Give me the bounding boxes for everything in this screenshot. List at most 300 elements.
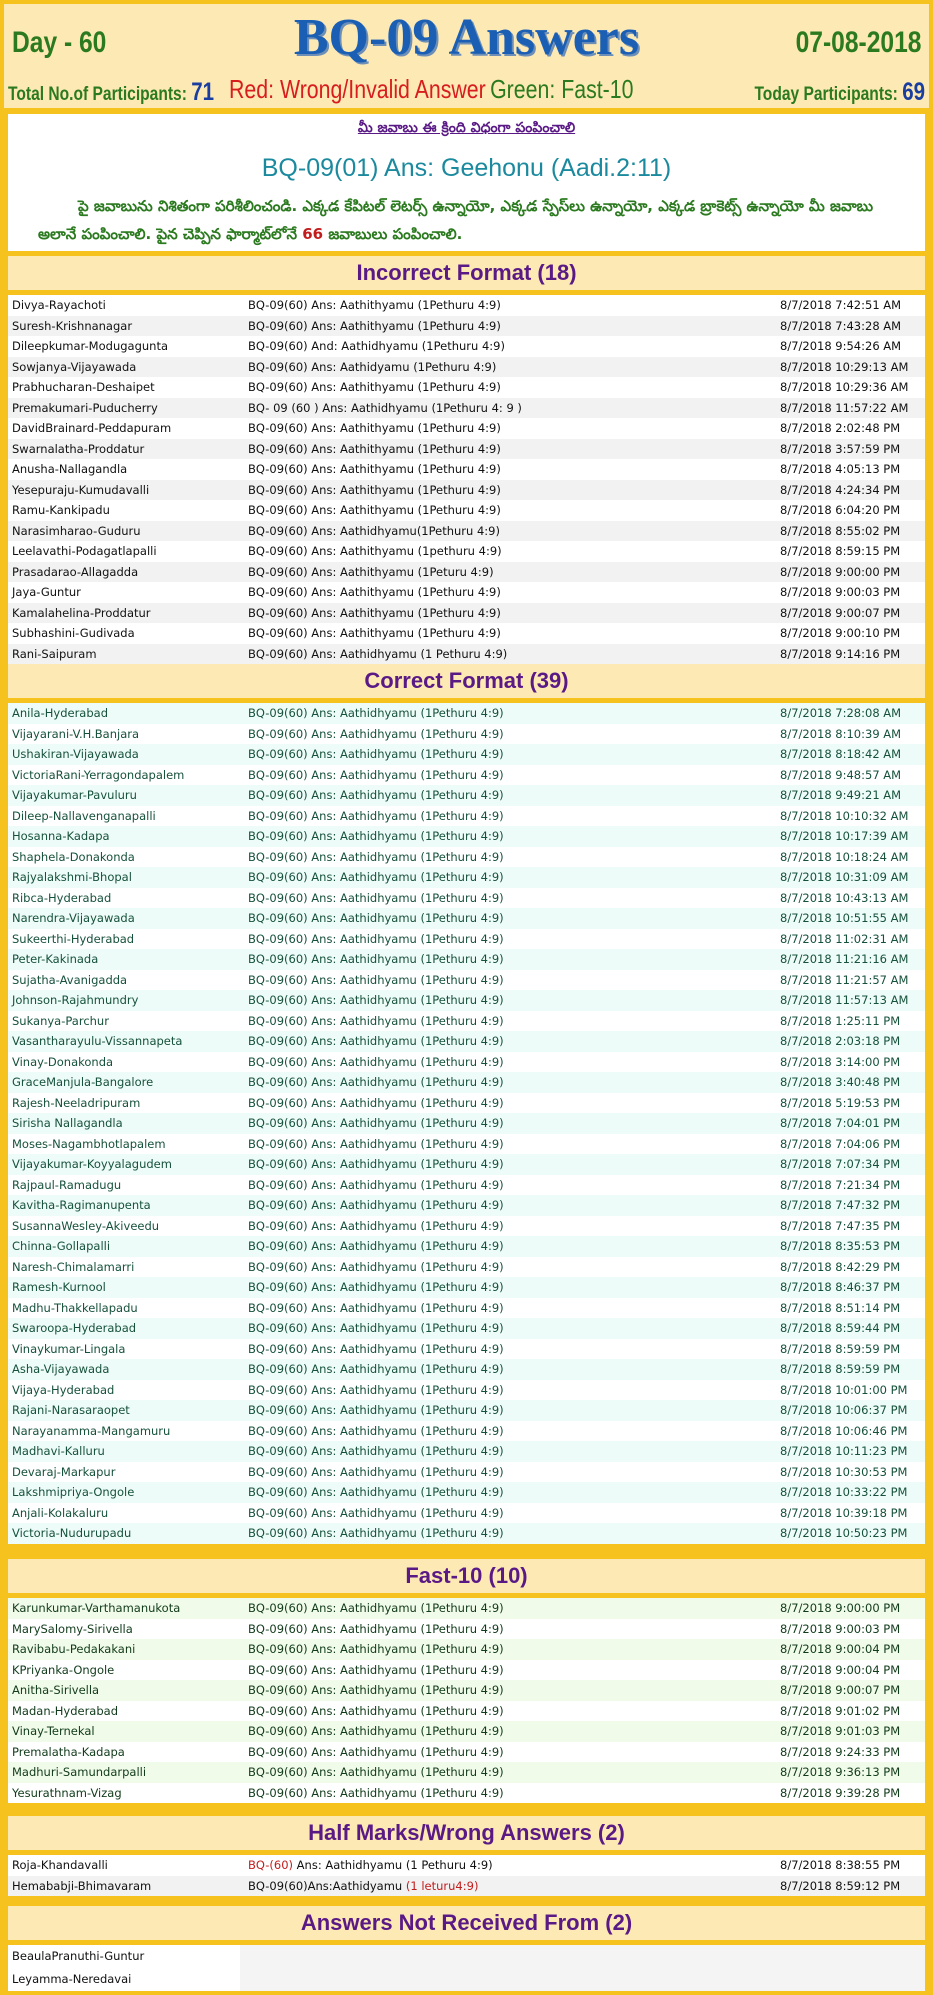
answer-text: BQ-09(60) Ans: Aathidhyamu (1Pethuru 4:9) <box>248 1683 504 1697</box>
participant-name: Shaphela-Donakonda <box>12 849 135 864</box>
answer-text: BQ-09(60) Ans: Aathidhyamu (1Pethuru 4:9) <box>248 767 504 782</box>
timestamp: 8/7/2018 7:04:06 PM <box>780 1136 901 1151</box>
answer-text: BQ-09(60) Ans: Aathidhyamu (1Pethuru 4:9) <box>248 1526 504 1540</box>
note-count: 66 <box>302 225 324 243</box>
table-row <box>8 908 925 929</box>
answer-text: BQ-09(60) Ans: Aathidhyamu (1Pethuru 4:9) <box>248 890 504 905</box>
timestamp: 8/7/2018 10:30:53 PM <box>780 1464 908 1479</box>
table-row <box>8 1236 925 1257</box>
timestamp: 8/7/2018 10:01:00 PM <box>780 1382 908 1397</box>
table-row <box>8 990 925 1011</box>
participant-name: VictoriaRani-Yerragondapalem <box>12 767 185 782</box>
participant-name: Narayanamma-Mangamuru <box>12 1423 171 1438</box>
participant-name: BeaulaPranuthi-Guntur <box>12 1949 145 1963</box>
answer-text: BQ-09(60) And: Aathidhyamu (1Pethuru 4:9) <box>248 339 505 353</box>
answer-text: BQ-09(60) Ans: Aathithyamu (1Pethuru 4:9) <box>248 605 501 620</box>
participant-name: Lakshmipriya-Ongole <box>12 1485 135 1499</box>
timestamp: 8/7/2018 9:36:13 PM <box>780 1765 901 1779</box>
participant-name: Ramu-Kankipadu <box>12 503 110 517</box>
timestamp: 8/7/2018 10:39:18 PM <box>780 1505 908 1520</box>
answer-text: BQ-09(60) Ans: Aathithyamu (1Pethuru 4:9) <box>248 482 501 497</box>
answer-text: BQ-09(60) Ans: Aathidhyamu (1Pethuru 4:9) <box>248 1464 504 1479</box>
table-row <box>8 418 925 439</box>
table-row <box>8 295 925 316</box>
answer-text: BQ-09(60) Ans: Aathidhyamu (1Pethuru 4:9) <box>248 1095 504 1110</box>
answer-text <box>248 1855 493 1876</box>
timestamp: 8/7/2018 10:33:22 PM <box>780 1485 908 1499</box>
timestamp: 8/7/2018 7:47:32 PM <box>780 1198 901 1212</box>
table-row <box>8 1031 925 1052</box>
table-row <box>8 724 925 745</box>
participant-name: Ushakiran-Vijayawada <box>12 747 139 761</box>
participant-name: Sowjanya-Vijayawada <box>12 359 137 374</box>
timestamp: 8/7/2018 11:21:16 AM <box>780 952 909 966</box>
answer-text: BQ-09(60) Ans: Aathidhyamu (1Pethuru 4:9) <box>248 808 504 823</box>
table-row <box>8 1783 925 1804</box>
participant-name: Swaroopa-Hyderabad <box>12 1321 137 1335</box>
answer-text: BQ-09(60) Ans: Aathidhyamu (1Pethuru 4:9) <box>248 1601 504 1615</box>
participant-name: Narasimharao-Guduru <box>12 523 141 538</box>
table-row <box>8 1277 925 1298</box>
table-row <box>8 500 925 521</box>
answer-text: BQ-09(60) Ans: Aathidhyamu (1Pethuru 4:9) <box>248 1403 504 1417</box>
participant-name: Kamalahelina-Proddatur <box>12 605 151 620</box>
section-heading-not-received: Answers Not Received From (2) <box>8 1906 925 1940</box>
table-row <box>8 867 925 888</box>
table-row <box>8 1680 925 1701</box>
participant-name: Victoria-Nudurupadu <box>12 1526 132 1540</box>
table-row <box>8 336 925 357</box>
answer-text: BQ-09(60) Ans: Aathidhyamu (1Pethuru 4:9) <box>248 1300 504 1315</box>
not-received-table <box>8 1945 925 1991</box>
timestamp: 8/7/2018 11:21:57 AM <box>780 972 909 987</box>
participant-name: Rajyalakshmi-Bhopal <box>12 870 132 884</box>
timestamp: 8/7/2018 9:00:10 PM <box>780 626 901 640</box>
answer-text: BQ-09(60) Ans: Aathidhyamu (1Pethuru 4:9) <box>248 870 504 884</box>
table-row <box>8 1298 925 1319</box>
table-row <box>8 1441 925 1462</box>
participant-name: Premakumari-Puducherry <box>12 400 158 415</box>
participant-name: Karunkumar-Varthamanukota <box>12 1601 181 1615</box>
participant-name: Sukeerthi-Hyderabad <box>12 931 135 946</box>
timestamp: 8/7/2018 3:14:00 PM <box>780 1054 901 1069</box>
table-row <box>8 1660 925 1681</box>
participant-name: Moses-Nagambhotlapalem <box>12 1136 166 1151</box>
today-value: 69 <box>902 78 925 106</box>
timestamp: 8/7/2018 10:29:13 AM <box>780 359 909 374</box>
table-row <box>8 1945 925 1968</box>
answer-text: BQ-09(60) Ans: Aathidhyamu (1Pethuru 4:9) <box>248 1013 504 1028</box>
timestamp: 8/7/2018 10:06:37 PM <box>780 1403 908 1417</box>
timestamp: 8/7/2018 11:57:13 AM <box>780 993 909 1007</box>
participant-name: Chinna-Gollapalli <box>12 1239 111 1253</box>
answer-text: BQ-09(60) Ans: Aathithyamu (1Pethuru 4:9) <box>248 380 501 394</box>
participant-name: Vijayarani-V.H.Banjara <box>12 726 140 741</box>
answer-text: BQ- 09 (60 ) Ans: Aathidhyamu (1Pethuru 4: 9 ) <box>248 400 522 415</box>
timestamp: 8/7/2018 10:50:23 PM <box>780 1526 908 1540</box>
table-row <box>8 1876 925 1897</box>
table-row <box>8 703 925 724</box>
table-row <box>8 582 925 603</box>
timestamp: 8/7/2018 9:00:04 PM <box>780 1642 901 1656</box>
participant-name: Hosanna-Kadapa <box>12 829 110 843</box>
participant-name: Rani-Saipuram <box>12 646 97 661</box>
table-row <box>8 785 925 806</box>
section-heading-correct: Correct Format (39) <box>8 664 925 698</box>
participant-name: Ribca-Hyderabad <box>12 890 112 905</box>
answer-text: BQ-09(60) Ans: Aathidhyamu (1Pethuru 4:9) <box>248 1785 504 1800</box>
table-row <box>8 1318 925 1339</box>
participant-name: Dileep-Nallavenganapalli <box>12 808 156 823</box>
page-frame <box>4 4 929 1991</box>
table-row <box>8 949 925 970</box>
timestamp: 8/7/2018 8:18:42 AM <box>780 747 902 761</box>
header-stats <box>4 72 929 106</box>
table-row <box>8 541 925 562</box>
participant-name: Vinay-Donakonda <box>12 1054 114 1069</box>
participant-name: Leelavathi-Podagatlapalli <box>12 544 157 558</box>
participant-name: Anitha-Sirivella <box>12 1683 100 1697</box>
timestamp: 8/7/2018 7:42:51 AM <box>780 298 902 312</box>
answer-text: BQ-09(60) Ans: Aathithyamu (1Pethuru 4:9) <box>248 585 501 599</box>
table-row <box>8 377 925 398</box>
table-row <box>8 480 925 501</box>
timestamp: 8/7/2018 9:00:03 PM <box>780 585 901 599</box>
timestamp: 8/7/2018 10:17:39 AM <box>780 829 909 843</box>
timestamp: 8/7/2018 1:25:11 PM <box>780 1013 901 1028</box>
answer-text: BQ-09(60) Ans: Aathithyamu (1Peturu 4:9) <box>248 564 494 579</box>
table-row <box>8 1400 925 1421</box>
answer-text: BQ-09(60) Ans: Aathidhyamu (1Pethuru 4:9) <box>248 726 504 741</box>
page-title: BQ-09 Answers <box>293 9 640 66</box>
participant-name: Prasadarao-Allagadda <box>12 564 139 579</box>
participant-name: Hemababji-Bhimavaram <box>12 1878 152 1893</box>
answer-text: BQ-09(60) Ans: Aathidhyamu (1Pethuru 4:9) <box>248 849 504 864</box>
timestamp: 8/7/2018 8:46:37 PM <box>780 1280 901 1294</box>
answer-text: BQ-09(60) Ans: Aathithyamu (1Pethuru 4:9) <box>248 318 501 333</box>
timestamp: 8/7/2018 7:28:08 AM <box>780 706 902 720</box>
today-label: Today Participants: <box>754 84 898 105</box>
table-row <box>8 1701 925 1722</box>
table-row <box>8 970 925 991</box>
note-paragraph-end: జవాబులు పంపించాలి. <box>328 225 463 243</box>
note-paragraph-start: పై జవాబును నిశితంగా పరిశీలించండి. ఎక్కడ కేపిటల్ లెటర్స్ ఉన్నాయో, ఎక్కడ స్పేస్‌లు ఉన్నాయో, ఎక్కడ బ్రాకెట్స్ ఉన్నాయో మీ జవాబు అలానే పంపించాలి. పైన చెప్పిన ఫార్మాట్‌లోనే <box>38 197 874 243</box>
participant-name: Prabhucharan-Deshaipet <box>12 380 155 394</box>
total-participants <box>8 78 214 107</box>
timestamp: 8/7/2018 11:02:31 AM <box>780 931 909 946</box>
participant-name: Jaya-Guntur <box>12 585 81 599</box>
note-paragraph <box>38 192 898 248</box>
timestamp: 8/7/2018 10:29:36 AM <box>780 380 909 394</box>
timestamp: 8/7/2018 9:00:00 PM <box>780 564 901 579</box>
answer-text: BQ-09(60) Ans: Aathidhyamu (1Pethuru 4:9) <box>248 706 504 720</box>
timestamp: 8/7/2018 11:57:22 AM <box>780 400 909 415</box>
timestamp: 8/7/2018 9:00:04 PM <box>780 1662 901 1677</box>
answer-text: BQ-09(60) Ans: Aathidhyamu (1Pethuru 4:9) <box>248 1341 504 1356</box>
timestamp: 8/7/2018 9:48:57 AM <box>780 767 902 782</box>
answer-text: BQ-09(60) Ans: Aathidhyamu (1Pethuru 4:9) <box>248 747 504 761</box>
table-row <box>8 521 925 542</box>
timestamp: 8/7/2018 10:10:32 AM <box>780 808 909 823</box>
participant-name: Peter-Kakinada <box>12 952 99 966</box>
timestamp: 8/7/2018 7:47:35 PM <box>780 1218 901 1233</box>
timestamp: 8/7/2018 4:24:34 PM <box>780 482 901 497</box>
answer-text: BQ-09(60) Ans: Aathidhyamu (1Pethuru 4:9) <box>248 788 504 802</box>
table-row <box>8 744 925 765</box>
answer-text: BQ-09(60) Ans: Aathidhyamu (1Pethuru 4:9) <box>248 911 504 925</box>
table-row <box>8 1339 925 1360</box>
timestamp: 8/7/2018 8:42:29 PM <box>780 1259 901 1274</box>
timestamp: 8/7/2018 9:54:26 AM <box>780 339 902 353</box>
table-row <box>8 644 925 665</box>
participant-name: Vijayakumar-Pavuluru <box>12 788 137 802</box>
answer-text: BQ-09(60) Ans: Aathidhyamu (1Pethuru 4:9) <box>248 1034 504 1048</box>
participant-name: Madan-Hyderabad <box>12 1703 119 1718</box>
answer-text: BQ-09(60) Ans: Aathithyamu (1pethuru 4:9) <box>248 544 502 558</box>
table-row <box>8 1093 925 1114</box>
answer-text: BQ-09(60) Ans: Aathidhyamu (1Pethuru 4:9) <box>248 1362 504 1376</box>
incorrect-table <box>8 295 925 664</box>
answer-error-highlight: (1 leturu4:9) <box>405 1878 479 1893</box>
participant-name: Sukanya-Parchur <box>12 1013 109 1028</box>
participant-name: MarySalomy-Sirivella <box>12 1621 133 1636</box>
answer-text: BQ-09(60) Ans: Aathidhyamu (1Pethuru 4:9) <box>248 1280 504 1294</box>
timestamp: 8/7/2018 8:59:59 PM <box>780 1341 901 1356</box>
section-heading-fast: Fast-10 (10) <box>8 1559 925 1593</box>
answer-text: BQ-09(60) Ans: Aathidhyamu (1Pethuru 4:9) <box>248 1724 504 1738</box>
table-row <box>8 439 925 460</box>
participant-name: Yesurathnam-Vizag <box>12 1785 122 1800</box>
timestamp: 8/7/2018 9:00:07 PM <box>780 1683 901 1697</box>
table-row <box>8 459 925 480</box>
table-row <box>8 1113 925 1134</box>
note-heading: మీ జవాబు ఈ క్రింది విధంగా పంపించాలి <box>357 120 576 136</box>
table-row <box>8 1523 925 1544</box>
correct-table <box>8 703 925 1544</box>
timestamp: 8/7/2018 10:06:46 PM <box>780 1423 908 1438</box>
table-row <box>8 826 925 847</box>
answer-text: BQ-09(60) Ans: Aathidhyamu (1Pethuru 4:9) <box>248 1621 504 1636</box>
participant-name: Sirisha Nallagandla <box>12 1116 123 1130</box>
participant-name: Vijayakumar-Koyyalagudem <box>12 1157 172 1171</box>
participant-name: KPriyanka-Ongole <box>12 1662 115 1677</box>
legend-green: Green: Fast-10 <box>490 74 634 104</box>
table-row <box>8 603 925 624</box>
timestamp: 8/7/2018 3:57:59 PM <box>780 441 901 456</box>
timestamp: 8/7/2018 8:35:53 PM <box>780 1239 901 1253</box>
timestamp: 8/7/2018 9:49:21 AM <box>780 788 902 802</box>
table-row <box>8 1462 925 1483</box>
table-row <box>8 1721 925 1742</box>
timestamp: 8/7/2018 6:04:20 PM <box>780 503 901 517</box>
timestamp: 8/7/2018 10:43:13 AM <box>780 890 909 905</box>
date-label: 07-08-2018 <box>795 26 921 59</box>
table-row <box>8 1598 925 1619</box>
timestamp: 8/7/2018 10:11:23 PM <box>780 1444 908 1458</box>
answer-text: BQ-09(60) Ans: Aathidhyamu (1Pethuru 4:9) <box>248 972 504 987</box>
legend <box>229 74 633 105</box>
timestamp: 8/7/2018 9:00:03 PM <box>780 1621 901 1636</box>
table-row <box>8 1968 925 1991</box>
participant-name: Madhuri-Samundarpalli <box>12 1765 147 1779</box>
table-row <box>8 1359 925 1380</box>
table-row <box>8 623 925 644</box>
fast-table <box>8 1598 925 1803</box>
total-value: 71 <box>191 78 215 106</box>
timestamp: 8/7/2018 8:59:59 PM <box>780 1362 901 1376</box>
participant-name: Anjali-Kolakaluru <box>12 1505 109 1520</box>
table-row <box>8 806 925 827</box>
timestamp: 8/7/2018 10:51:55 AM <box>780 911 909 925</box>
timestamp: 8/7/2018 7:07:34 PM <box>780 1157 901 1171</box>
answer-text: BQ-09(60) Ans: Aathidhyamu (1 Pethuru 4:9) <box>248 646 508 661</box>
timestamp: 8/7/2018 2:02:48 PM <box>780 421 901 435</box>
answer-text: BQ-09(60) Ans: Aathithyamu (1Pethuru 4:9) <box>248 441 501 456</box>
participant-name: Roja-Khandavalli <box>12 1858 108 1872</box>
participant-name: Rajpaul-Ramadugu <box>12 1177 122 1192</box>
participant-name: SusannaWesley-Akiveedu <box>12 1218 160 1233</box>
participant-name: Premalatha-Kadapa <box>12 1744 125 1759</box>
answer-text: BQ-09(60) Ans: Aathithyamu (1Pethuru 4:9) <box>248 421 501 435</box>
answer-text: BQ-09(60) Ans: Aathidhyamu (1Pethuru 4:9) <box>248 1136 504 1151</box>
timestamp: 8/7/2018 10:31:09 AM <box>780 870 909 884</box>
answer-text <box>248 1876 478 1897</box>
total-label: Total No.of Participants: <box>8 84 187 105</box>
table-row <box>8 398 925 419</box>
table-row <box>8 1855 925 1876</box>
answer-text: BQ-09(60) Ans: Aathithyamu (1Pethuru 4:9) <box>248 626 501 640</box>
participant-name: Vijaya-Hyderabad <box>12 1382 115 1397</box>
participant-name: Madhavi-Kalluru <box>12 1444 105 1458</box>
table-row <box>8 888 925 909</box>
timestamp: 8/7/2018 9:39:28 PM <box>780 1785 901 1800</box>
answer-text: BQ-09(60) Ans: Aathidhyamu (1Pethuru 4:9) <box>248 1642 504 1656</box>
timestamp: 8/7/2018 7:21:34 PM <box>780 1177 901 1192</box>
participant-name: GraceManjula-Bangalore <box>12 1075 154 1089</box>
today-participants <box>754 78 925 107</box>
day-label: Day - 60 <box>12 26 107 59</box>
timestamp: 8/7/2018 8:59:44 PM <box>780 1321 901 1335</box>
table-row <box>8 1134 925 1155</box>
answer-text: BQ-09(60) Ans: Aathidhyamu (1Pethuru 4:9) <box>248 1662 504 1677</box>
table-row <box>8 562 925 583</box>
answer-text: BQ-09(60) Ans: Aathidhyamu(1Pethuru 4:9) <box>248 523 500 538</box>
timestamp: 8/7/2018 9:01:02 PM <box>780 1703 901 1718</box>
participant-name: Vasantharayulu-Vissannapeta <box>12 1034 183 1048</box>
timestamp: 8/7/2018 8:55:02 PM <box>780 523 901 538</box>
table-row <box>8 1216 925 1237</box>
answer-text: BQ-09(60) Ans: Aathidhyamu (1Pethuru 4:9) <box>248 993 504 1007</box>
header <box>4 4 929 108</box>
participant-name: Johnson-Rajahmundry <box>12 993 139 1007</box>
participant-name: Dileepkumar-Modugagunta <box>12 339 169 353</box>
section-heading-half: Half Marks/Wrong Answers (2) <box>8 1816 925 1850</box>
table-row <box>8 1154 925 1175</box>
table-row <box>8 765 925 786</box>
answer-text: BQ-09(60) Ans: Aathithyamu (1Pethuru 4:9) <box>248 462 501 476</box>
table-row <box>8 357 925 378</box>
participant-name: Suresh-Krishnanagar <box>12 318 133 333</box>
participant-name: Naresh-Chimalamarri <box>12 1259 135 1274</box>
answer-rest: Ans: Aathidhyamu (1 Pethuru 4:9) <box>293 1858 493 1872</box>
participant-name: Subhashini-Gudivada <box>12 626 135 640</box>
answer-text: BQ-09(60) Ans: Aathithyamu (1Pethuru 4:9) <box>248 298 501 312</box>
answer-text: BQ-09(60) Ans: Aathidyamu (1Pethuru 4:9) <box>248 359 497 374</box>
answer-text: BQ-09(60) Ans: Aathithyamu (1Pethuru 4:9) <box>248 503 501 517</box>
timestamp: 8/7/2018 9:24:33 PM <box>780 1744 901 1759</box>
answer-text: BQ-09(60) Ans: Aathidhyamu (1Pethuru 4:9) <box>248 1444 504 1458</box>
timestamp: 8/7/2018 10:18:24 AM <box>780 849 909 864</box>
half-marks-table <box>8 1855 925 1896</box>
participant-name: Yesepuraju-Kumudavalli <box>12 482 150 497</box>
answer-text: BQ-09(60) Ans: Aathidhyamu (1Pethuru 4:9) <box>248 1218 504 1233</box>
answer-text: BQ-09(60) Ans: Aathidhyamu (1Pethuru 4:9) <box>248 1157 504 1171</box>
table-row <box>8 316 925 337</box>
timestamp: 8/7/2018 8:51:14 PM <box>780 1300 901 1315</box>
participant-name: Vinay-Ternekal <box>12 1724 95 1738</box>
table-row <box>8 929 925 950</box>
table-row <box>8 1175 925 1196</box>
timestamp: 8/7/2018 7:43:28 AM <box>780 318 902 333</box>
table-row <box>8 1195 925 1216</box>
participant-name: Anusha-Nallagandla <box>12 462 128 476</box>
participant-name: Ravibabu-Pedakakani <box>12 1642 136 1656</box>
table-row <box>8 1052 925 1073</box>
timestamp: 8/7/2018 3:40:48 PM <box>780 1075 901 1089</box>
legend-red: Red: Wrong/Invalid Answer <box>229 74 486 104</box>
answer-text: BQ-09(60) Ans: Aathidhyamu (1Pethuru 4:9) <box>248 1382 504 1397</box>
table-row <box>8 847 925 868</box>
answer-text: BQ-09(60) Ans: Aathidhyamu (1Pethuru 4:9) <box>248 1505 504 1520</box>
table-row <box>8 1762 925 1783</box>
table-row <box>8 1421 925 1442</box>
table-row <box>8 1619 925 1640</box>
table-row <box>8 1482 925 1503</box>
answer-text: BQ-09(60) Ans: Aathidhyamu (1Pethuru 4:9) <box>248 1485 504 1499</box>
answer-text: BQ-09(60) Ans: Aathidhyamu (1Pethuru 4:9) <box>248 1177 504 1192</box>
table-row <box>8 1072 925 1093</box>
timestamp: 8/7/2018 7:04:01 PM <box>780 1116 901 1130</box>
participant-name: Asha-Vijayawada <box>12 1362 110 1376</box>
participant-name: Sujatha-Avanigadda <box>12 972 128 987</box>
answer-text: BQ-09(60) Ans: Aathidhyamu (1Pethuru 4:9) <box>248 829 504 843</box>
participant-name: Devaraj-Markapur <box>12 1464 116 1479</box>
answer-text: BQ-09(60) Ans: Aathidhyamu (1Pethuru 4:9) <box>248 1321 504 1335</box>
timestamp: 8/7/2018 4:05:13 PM <box>780 462 901 476</box>
instructions-note <box>8 114 925 251</box>
answer-text: BQ-09(60) Ans: Aathidhyamu (1Pethuru 4:9) <box>248 1239 504 1253</box>
timestamp: 8/7/2018 9:01:03 PM <box>780 1724 901 1738</box>
timestamp: 8/7/2018 8:59:15 PM <box>780 544 901 558</box>
answer-rest: BQ-09(60)Ans:Aathidyamu <box>248 1878 406 1893</box>
answer-text: BQ-09(60) Ans: Aathidhyamu (1Pethuru 4:9) <box>248 1116 504 1130</box>
timestamp: 8/7/2018 9:00:07 PM <box>780 605 901 620</box>
participant-name: Ramesh-Kurnool <box>12 1280 106 1294</box>
section-heading-incorrect: Incorrect Format (18) <box>8 256 925 290</box>
answer-text: BQ-09(60) Ans: Aathidhyamu (1Pethuru 4:9) <box>248 1703 504 1718</box>
participant-name: Kavitha-Ragimanupenta <box>12 1198 151 1212</box>
participant-name: Leyamma-Neredavai <box>12 1972 132 1986</box>
table-row <box>8 1639 925 1660</box>
correct-answer: BQ-09(01) Ans: Geehonu (Aadi.2:11) <box>261 154 672 182</box>
participant-name: DavidBrainard-Peddapuram <box>12 421 172 435</box>
answer-text: BQ-09(60) Ans: Aathidhyamu (1Pethuru 4:9) <box>248 1744 504 1759</box>
answer-text: BQ-09(60) Ans: Aathidhyamu (1Pethuru 4:9) <box>248 1198 504 1212</box>
table-row <box>8 1742 925 1763</box>
table-row <box>8 1011 925 1032</box>
participant-name: Madhu-Thakkellapadu <box>12 1300 138 1315</box>
participant-name: Rajani-Narasaraopet <box>12 1403 130 1417</box>
